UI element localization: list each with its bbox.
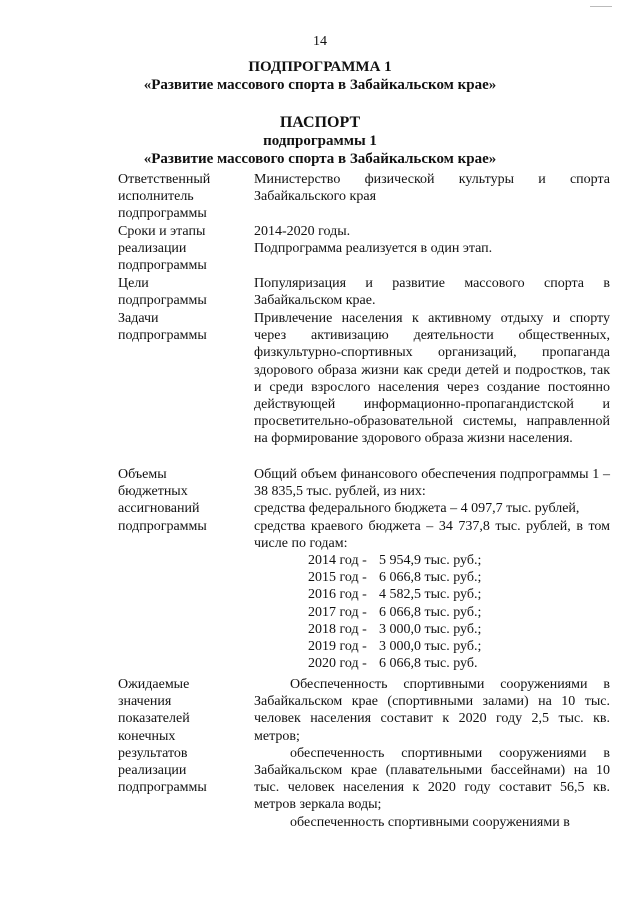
list-item xyxy=(254,569,610,586)
year-amount: 3 000,0 тыс. руб.; xyxy=(379,639,482,655)
row-value xyxy=(254,466,610,672)
year-amount: 6 066,8 тыс. руб.; xyxy=(379,604,482,620)
row-label: Цели подпрограммы xyxy=(118,276,207,309)
page-number: 14 xyxy=(313,34,327,49)
row-label: Ответственный исполнитель подпрограммы xyxy=(118,172,211,222)
terms-years: 2014-2020 годы. xyxy=(254,224,351,239)
subprogram-name: «Развитие массового спорта в Забайкальском крае» xyxy=(143,77,497,93)
year-label: 2019 год - xyxy=(308,639,367,655)
year-label: 2018 год - xyxy=(308,621,367,637)
year-label: 2015 год - xyxy=(308,570,367,586)
budget-intro: Общий объем финансового обеспечения подпрограммы 1 – 38 835,5 тыс. рублей, из них: xyxy=(254,467,610,500)
row-expected xyxy=(118,676,610,831)
list-item xyxy=(254,621,610,638)
budget-years-list xyxy=(254,552,610,672)
scan-mark xyxy=(590,6,612,7)
row-value xyxy=(254,223,610,275)
goals-text: Популяризация и развитие массового спорта в Забайкальском крае. xyxy=(254,276,610,309)
row-value xyxy=(254,275,610,309)
list-item xyxy=(254,655,610,672)
year-amount: 4 582,5 тыс. руб.; xyxy=(379,587,482,603)
terms-stages: Подпрограмма реализуется в один этап. xyxy=(254,241,493,257)
passport-title: ПАСПОРТ xyxy=(279,114,361,131)
year-amount: 6 066,8 тыс. руб.; xyxy=(379,570,482,586)
year-amount: 5 954,9 тыс. руб.; xyxy=(379,553,482,569)
year-label: 2020 год - xyxy=(308,656,367,672)
row-label: Объемы бюджетных ассигнований подпрограммы xyxy=(118,467,207,534)
year-label: 2016 год - xyxy=(308,587,367,603)
budget-federal: средства федерального бюджета – 4 097,7 тыс. рублей, xyxy=(254,501,580,517)
expected-pools: обеспеченность спортивными сооружениями в Забайкальском крае (плавательными бассейнами) на 10 тыс. человек населения к 2020 году составит 56,5 кв. метров зеркала воды; xyxy=(254,745,610,813)
list-item xyxy=(254,552,610,569)
list-item xyxy=(254,586,610,603)
row-value xyxy=(254,310,610,448)
budget-regional: средства краевого бюджета – 34 737,8 тыс. рублей, в том числе по годам: xyxy=(254,518,610,551)
passport-name: «Развитие массового спорта в Забайкальском крае» xyxy=(143,151,497,167)
expected-halls: Обеспеченность спортивными сооружениями в Забайкальском крае (спортивными залами) на 10 тыс. человек населения составит к 2020 году 2,5 тыс. кв. метров; xyxy=(254,677,610,744)
passport-heading xyxy=(40,114,600,168)
row-label: Сроки и этапы реализации подпрограммы xyxy=(118,224,207,274)
row-tasks xyxy=(118,310,610,448)
responsible-text: Министерство физической культуры и спорта Забайкальского края xyxy=(254,172,610,205)
row-responsible xyxy=(118,171,610,223)
year-amount: 3 000,0 тыс. руб.; xyxy=(379,621,482,637)
year-amount: 6 066,8 тыс. руб. xyxy=(379,656,478,672)
list-item xyxy=(254,604,610,621)
row-label: Задачи подпрограммы xyxy=(118,311,207,344)
row-value xyxy=(254,171,610,223)
subprogram-title: ПОДПРОГРАММА 1 xyxy=(248,59,392,75)
year-label: 2014 год - xyxy=(308,553,367,569)
row-label: Ожидаемые значения показателей конечных результатов реализации подпрограммы xyxy=(118,677,207,796)
list-item xyxy=(254,638,610,655)
row-goals xyxy=(118,275,610,309)
subprogram-heading xyxy=(40,58,600,94)
row-value xyxy=(254,676,610,831)
row-budget xyxy=(118,466,610,672)
tasks-text: Привлечение населения к активному отдыху и спорту через активизацию деятельности общественных, физкультурно-спортивных организаций, пропаганда здорового образа жизни как среди детей и подростков, так и среди взрослого населения через создание постоянно действующей информационно-пропагандистской и просветительно-образовательной системы, направленной на формирование здорового образа жизни населения. xyxy=(254,311,610,447)
row-terms xyxy=(118,223,610,275)
expected-more: обеспеченность спортивными сооружениями в xyxy=(290,814,570,830)
year-label: 2017 год - xyxy=(308,604,367,620)
passport-subtitle: подпрограммы 1 xyxy=(263,133,377,149)
